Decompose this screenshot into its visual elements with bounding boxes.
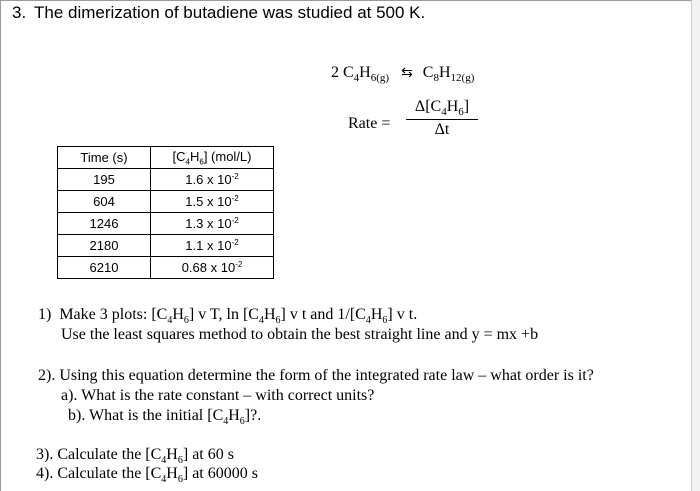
cell-time: 2180	[58, 235, 151, 257]
table-row	[58, 235, 274, 257]
equilibrium-arrow-icon: ⇆	[401, 66, 413, 81]
cell-time: 604	[58, 191, 151, 213]
part-4: 4). Calculate the $[C_4H_6]$ at 60000 s	[36, 465, 258, 486]
header-concentration: $[C_4H_6]$ (mol/L)	[151, 147, 274, 169]
concentration-table	[57, 146, 274, 279]
cell-concentration: 0.68 x $10^{-2}$	[151, 257, 274, 279]
part-1-line-1: 1) Make 3 plots: $[C_4H_6]$ v T, $\ln [C_4H_6]$ v t and $1/[C_4H_6]$ v t.	[38, 306, 418, 327]
table-row	[58, 257, 274, 279]
part-2: 2). Using this equation determine the form of the integrated rate law – what order is it?	[38, 367, 594, 384]
cell-concentration: 1.5 x $10^{-2}$	[151, 191, 274, 213]
question-title	[12, 3, 425, 23]
cell-concentration: 1.6 x $10^{-2}$	[151, 169, 274, 191]
cell-concentration: 1.3 x $10^{-2}$	[151, 213, 274, 235]
rate-fraction	[406, 98, 478, 139]
cell-time: 195	[58, 169, 151, 191]
question-text: The dimerization of butadiene was studied at 500 K.	[34, 3, 426, 22]
rate-denominator: Δt	[434, 121, 450, 139]
part-2b: b). What is the initial $[C_4H_6]$?.	[68, 407, 262, 428]
cell-time: 1246	[58, 213, 151, 235]
question-number: 3.	[12, 3, 27, 22]
part-1-line-2: Use the least squares method to obtain the best straight line and y = mx +b	[61, 326, 539, 343]
part-2a: a). What is the rate constant – with correct units?	[61, 387, 375, 404]
header-time: Time (s)	[58, 147, 151, 169]
table-row	[58, 213, 274, 235]
table-row	[58, 169, 274, 191]
rate-numerator: $\Delta[C_4H_6]$	[406, 98, 478, 120]
table-row	[58, 191, 274, 213]
reaction-equation: 2 $C_4H_{6(g)}$ ⇆ $C_8H_{12(g)}$	[331, 64, 475, 85]
rate-label: Rate =	[348, 115, 391, 132]
scroll-edge	[692, 0, 700, 491]
part-3: 3). Calculate the $[C_4H_6]$ at 60 s	[36, 446, 234, 467]
cell-concentration: 1.1 x $10^{-2}$	[151, 235, 274, 257]
table-header-row	[58, 147, 274, 169]
cell-time: 6210	[58, 257, 151, 279]
